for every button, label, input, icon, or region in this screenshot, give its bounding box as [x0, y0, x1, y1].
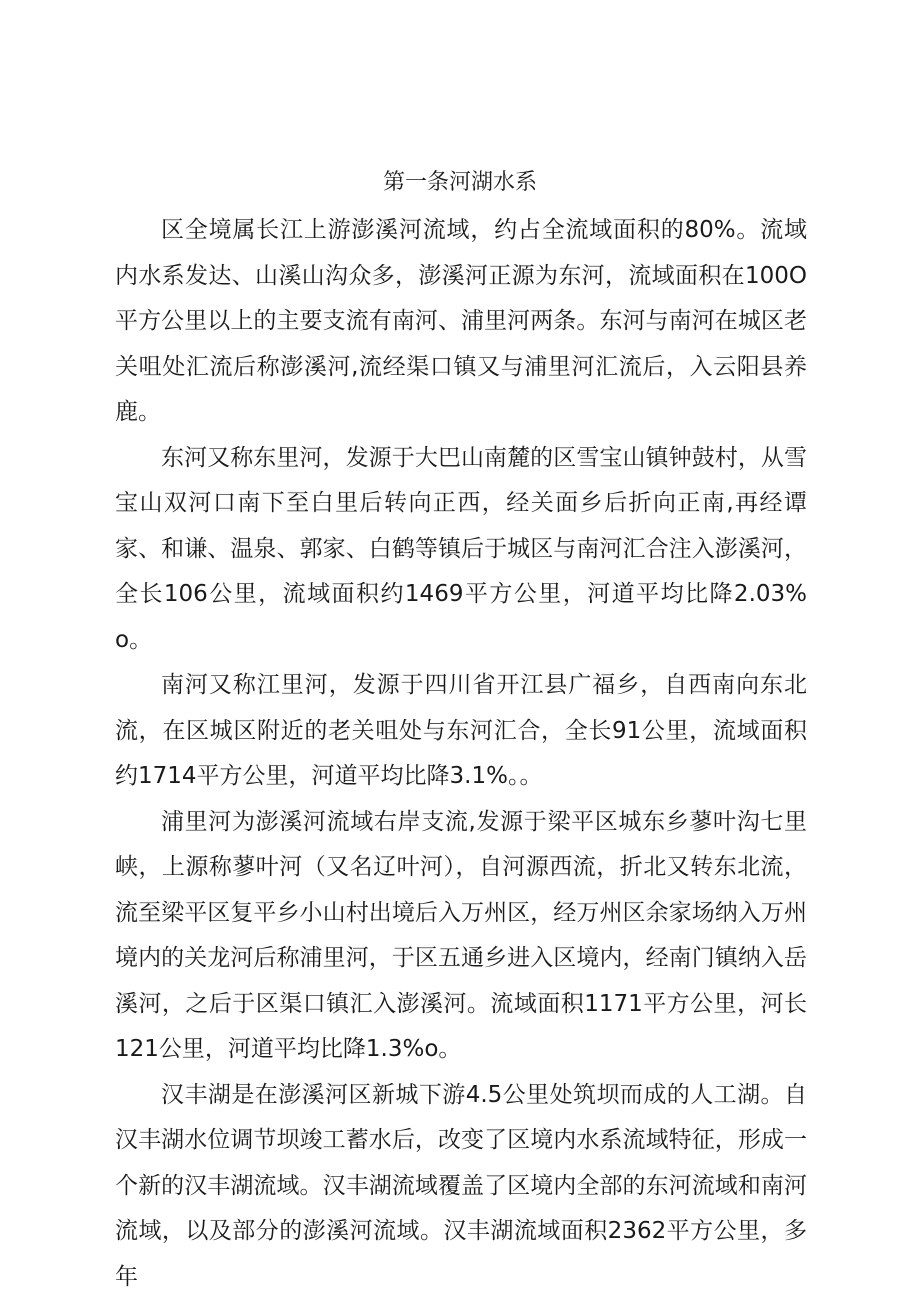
section-title: 第一条河湖水系 — [382, 170, 537, 195]
paragraph-nan-river: 南河又称江里河，发源于四川省开江县广福乡，自西南向东北流，在区城区附近的老关咀处与东河汇合，全长91公里，流域面积约1714平方公里，河道平均比降3.1%。。 — [115, 672, 807, 789]
document-body — [115, 208, 807, 1300]
paragraph-hanfeng-lake: 汉丰湖是在澎溪河区新城下游4.5公里处筑坝而成的人工湖。自汉丰湖水位调节坝竣工蓄水后，改变了区境内水系流域特征，形成一个新的汉丰湖流域。汉丰湖流域覆盖了区境内全部的东河流域和南河流域，以及部分的澎溪河流域。汉丰湖流域面积2362平方公里，多年 — [115, 1081, 807, 1290]
paragraph-watershed-overview: 区全境属长江上游澎溪河流域，约占全流域面积的80%。流域内水系发达、山溪山沟众多，澎溪河正源为东河，流域面积在100O平方公里以上的主要支流有南河、浦里河两条。东河与南河在城区老关咀处汇流后称澎溪河,流经渠口镇又与浦里河汇流后，入云阳县养鹿。 — [115, 217, 807, 425]
paragraph-dong-river: 东河又称东里河，发源于大巴山南麓的区雪宝山镇钟鼓村，从雪宝山双河口南下至白里后转向正西，经关面乡后折向正南,再经谭家、和谦、温泉、郭家、白鹤等镇后于城区与南河汇合注入澎溪河，全长106公里，流域面积约1469平方公里，河道平均比降2.03%o。 — [115, 444, 807, 653]
paragraph-puli-river: 浦里河为澎溪河流域右岸支流,发源于梁平区城东乡蓼叶沟七里峡，上源称蓼叶河（又名辽叶河），自河源西流，折北又转东北流，流至梁平区复平乡小山村出境后入万州区，经万州区余家场纳入万州境内的关龙河后称浦里河，于区五通乡进入区境内，经南门镇纳入岳溪河，之后于区渠口镇汇入澎溪河。流域面积1171平方公里，河长121公里，河道平均比降1.3%o。 — [115, 808, 807, 1062]
